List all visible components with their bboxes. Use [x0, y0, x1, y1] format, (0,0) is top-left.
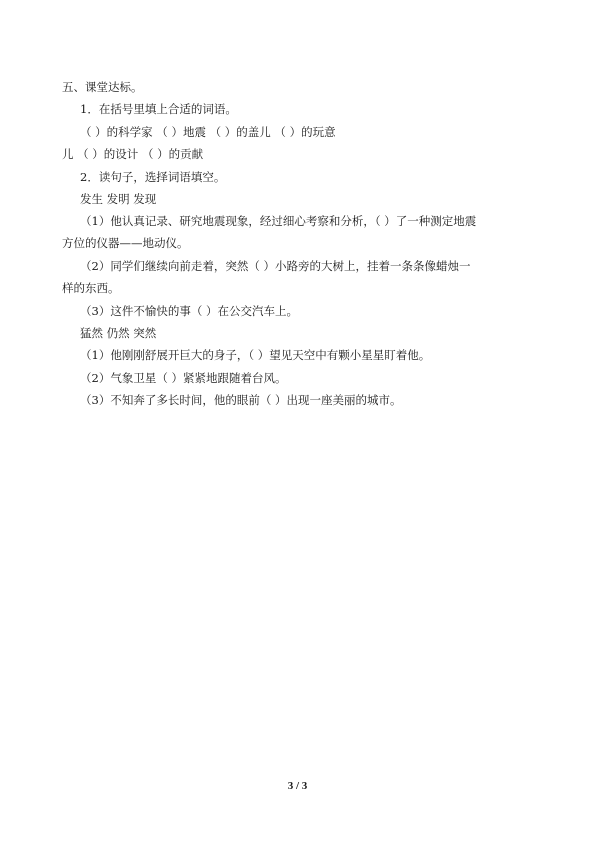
q2-a-item-1: （1）他认真记录、研究地震现象，经过细心考察和分析，（ ）了一种测定地震 — [80, 214, 477, 228]
q2-a-item-2: （2）同学们继续向前走着，突然（ ）小路旁的大树上，挂着一条条像蜡烛一 — [80, 259, 471, 273]
q2-prompt: 2．读句子，选择词语填空。 — [80, 170, 226, 184]
q2-a-item-2-cont: 样的东西。 — [62, 281, 120, 295]
section-title: 五、课堂达标。 — [62, 80, 143, 94]
q2-word-choices-a: 发生 发明 发现 — [80, 192, 157, 206]
page-number: 3 / 3 — [287, 780, 308, 792]
q2-b-item-2: （2）气象卫星（ ）紧紧地跟随着台风。 — [80, 371, 287, 385]
q2-a-item-3: （3）这件不愉快的事（ ）在公交汽车上。 — [80, 304, 298, 318]
q2-b-item-1: （1）他刚刚舒展开巨大的身子，（ ）望见天空中有颗小星星盯着他。 — [80, 348, 431, 362]
q1-fill-line-1: （ ）的科学家 （ ）地震 （ ）的盖儿 （ ）的玩意 — [80, 125, 336, 139]
q1-fill-line-2: 儿 （ ）的设计 （ ）的贡献 — [62, 147, 204, 161]
q2-a-item-1-cont: 方位的仪器——地动仪。 — [62, 236, 189, 250]
q2-b-item-3: （3）不知奔了多长时间，他的眼前（ ）出现一座美丽的城市。 — [80, 393, 402, 407]
q2-word-choices-b: 猛然 仍然 突然 — [80, 326, 157, 340]
q1-prompt: 1．在括号里填上合适的词语。 — [80, 102, 237, 116]
